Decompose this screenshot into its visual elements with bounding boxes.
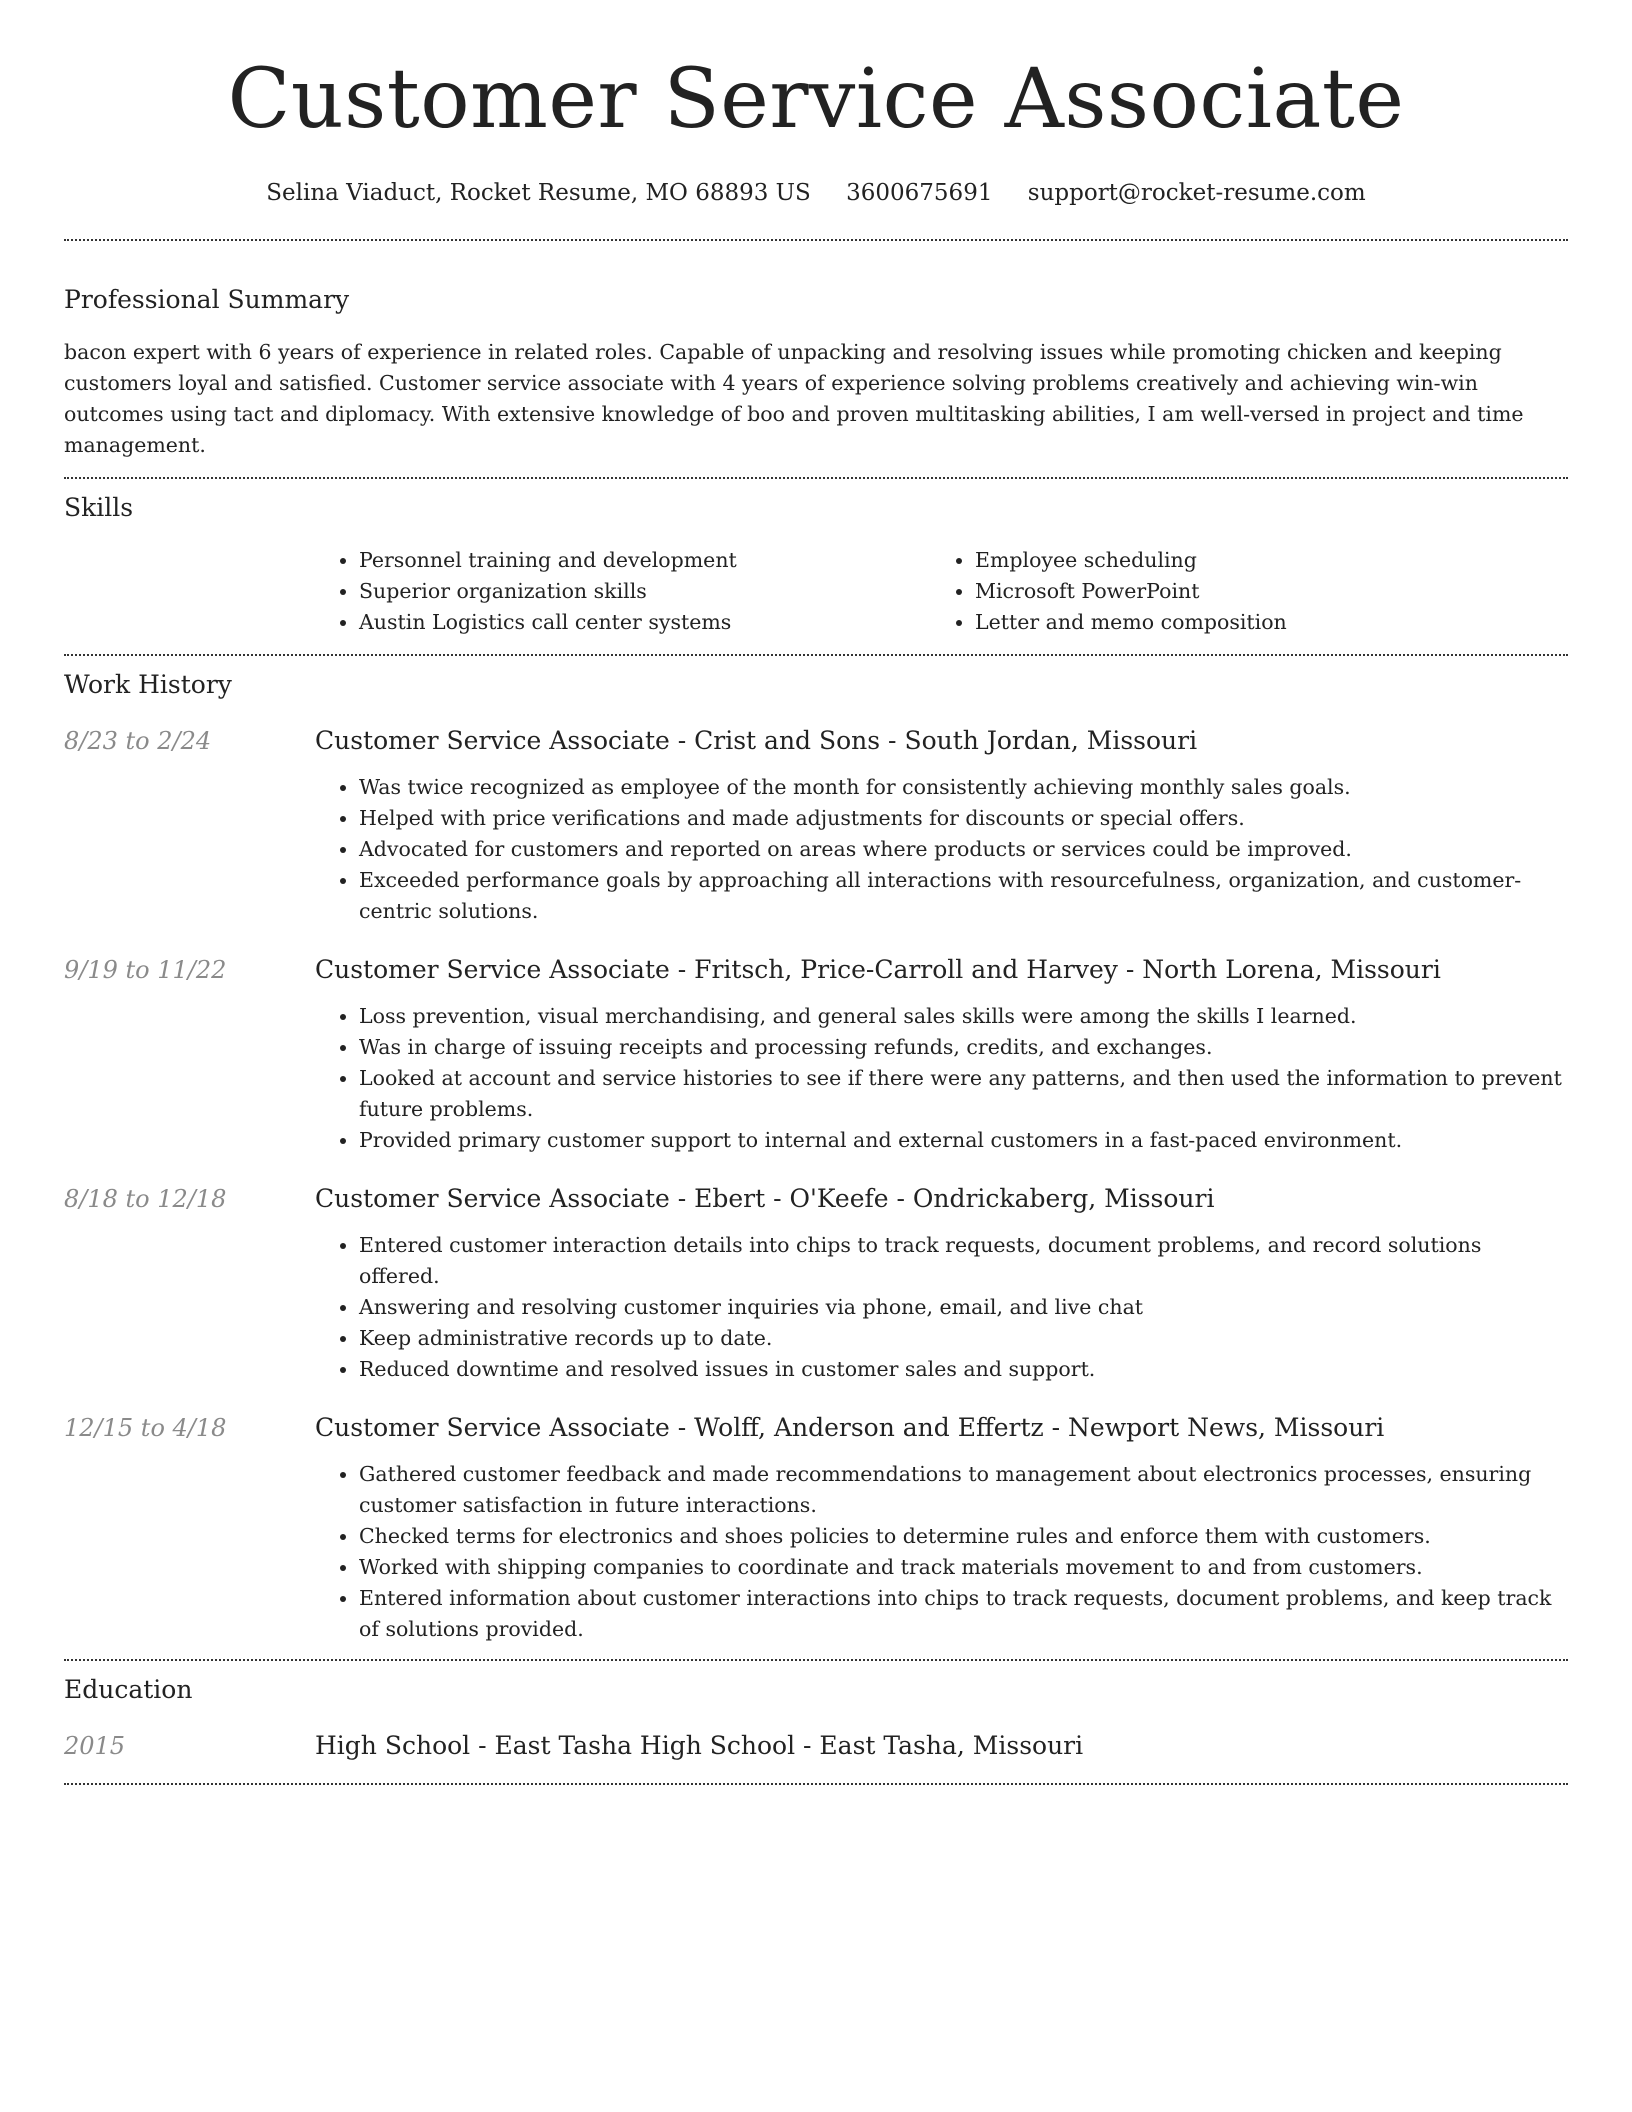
job-bullets	[315, 1001, 1568, 1156]
education-date: 2015	[64, 1732, 126, 1760]
summary-section	[64, 283, 1568, 461]
job-entry	[64, 953, 1568, 1156]
skill-item: • Employee scheduling	[975, 545, 1547, 576]
job-bullet: • Was in charge of issuing receipts and processing refunds, credits, and exchanges.	[359, 1032, 1568, 1063]
job-bullet: • Reduced downtime and resolved issues in customer sales and support.	[359, 1354, 1568, 1385]
job-bullet: • Loss prevention, visual merchandising, and general sales skills were among the skills I learned.	[359, 1001, 1568, 1032]
job-bullet: • Checked terms for electronics and shoes policies to determine rules and enforce them with customers.	[359, 1521, 1568, 1552]
skills-section	[64, 491, 1568, 638]
job-bullet: • Advocated for customers and reported on areas where products or services could be improved.	[359, 834, 1568, 865]
work-history-title: Work History	[64, 670, 232, 699]
job-bullets	[315, 772, 1568, 927]
job-heading: Customer Service Associate - Ebert - O'Keefe - Ondrickaberg, Missouri	[315, 1184, 1215, 1213]
page-title: Customer Service Associate	[227, 52, 1405, 147]
job-bullet: • Was twice recognized as employee of the month for consistently achieving monthly sales goals.	[359, 772, 1568, 803]
summary-title: Professional Summary	[64, 285, 350, 314]
job-date: 9/19 to 11/22	[64, 956, 227, 984]
job-bullet: • Exceeded performance goals by approaching all interactions with resourcefulness, organization, and customer-centric solutions.	[359, 865, 1568, 927]
job-heading: Customer Service Associate - Fritsch, Price-Carroll and Harvey - North Lorena, Missouri	[315, 955, 1441, 984]
contact-email: support@rocket-resume.com	[1027, 180, 1366, 206]
job-date: 8/23 to 2/24	[64, 727, 212, 755]
job-heading: Customer Service Associate - Wolff, Anderson and Effertz - Newport News, Missouri	[315, 1413, 1385, 1442]
summary-text: bacon expert with 6 years of experience in related roles. Capable of unpacking and resolving issues while promoting chicken and keeping customers loyal and satisfied. Customer service associate with 4 years of experience solving problems creatively and achieving win-win outcomes using tact and diplomacy. With extensive knowledge of boo and proven multitasking abilities, I am well-versed in project and time management.	[64, 340, 1524, 457]
job-date: 12/15 to 4/18	[64, 1414, 227, 1442]
job-date: 8/18 to 12/18	[64, 1185, 227, 1213]
education-section	[64, 1673, 1568, 1763]
skills-column-right	[931, 545, 1547, 638]
skills-column-left	[315, 545, 931, 638]
job-bullet: • Worked with shipping companies to coordinate and track materials movement to and from customers.	[359, 1552, 1568, 1583]
job-bullet: • Looked at account and service histories to see if there were any patterns, and then used the information to prevent future problems.	[359, 1063, 1568, 1125]
skill-item: • Superior organization skills	[359, 576, 931, 607]
education-heading: High School - East Tasha High School - East Tasha, Missouri	[315, 1731, 1084, 1760]
skill-item: • Letter and memo composition	[975, 607, 1547, 638]
skills-title: Skills	[64, 493, 134, 522]
education-entry	[64, 1729, 1568, 1763]
job-bullets	[315, 1459, 1568, 1645]
skill-item: • Microsoft PowerPoint	[975, 576, 1547, 607]
work-history-section	[64, 668, 1568, 1645]
job-bullet: • Entered information about customer interactions into chips to track requests, document problems, and keep track of solutions provided.	[359, 1583, 1568, 1645]
job-bullet: • Gathered customer feedback and made recommendations to management about electronics processes, ensuring customer satisfaction in future interactions.	[359, 1459, 1568, 1521]
job-entry	[64, 724, 1568, 927]
skills-list	[315, 545, 1568, 638]
job-bullet: • Helped with price verifications and made adjustments for discounts or special offers.	[359, 803, 1568, 834]
job-entry	[64, 1182, 1568, 1385]
contact-line	[64, 178, 1568, 208]
job-entry	[64, 1411, 1568, 1645]
skill-item: • Personnel training and development	[359, 545, 931, 576]
section-divider	[64, 477, 1568, 479]
section-divider	[64, 654, 1568, 656]
job-heading: Customer Service Associate - Crist and Sons - South Jordan, Missouri	[315, 726, 1198, 755]
contact-phone: 3600675691	[846, 180, 993, 206]
section-divider	[64, 1783, 1568, 1785]
section-divider	[64, 239, 1568, 241]
skill-item: • Austin Logistics call center systems	[359, 607, 931, 638]
contact-address: Selina Viaduct, Rocket Resume, MO 68893 US	[266, 180, 811, 206]
job-bullet: • Entered customer interaction details into chips to track requests, document problems, and record solutions offered.	[359, 1230, 1568, 1292]
job-bullets	[315, 1230, 1568, 1385]
job-bullet: • Keep administrative records up to date.	[359, 1323, 1568, 1354]
job-bullet: • Answering and resolving customer inquiries via phone, email, and live chat	[359, 1292, 1568, 1323]
job-bullet: • Provided primary customer support to internal and external customers in a fast-paced environment.	[359, 1125, 1568, 1156]
education-title: Education	[64, 1675, 193, 1704]
section-divider	[64, 1659, 1568, 1661]
